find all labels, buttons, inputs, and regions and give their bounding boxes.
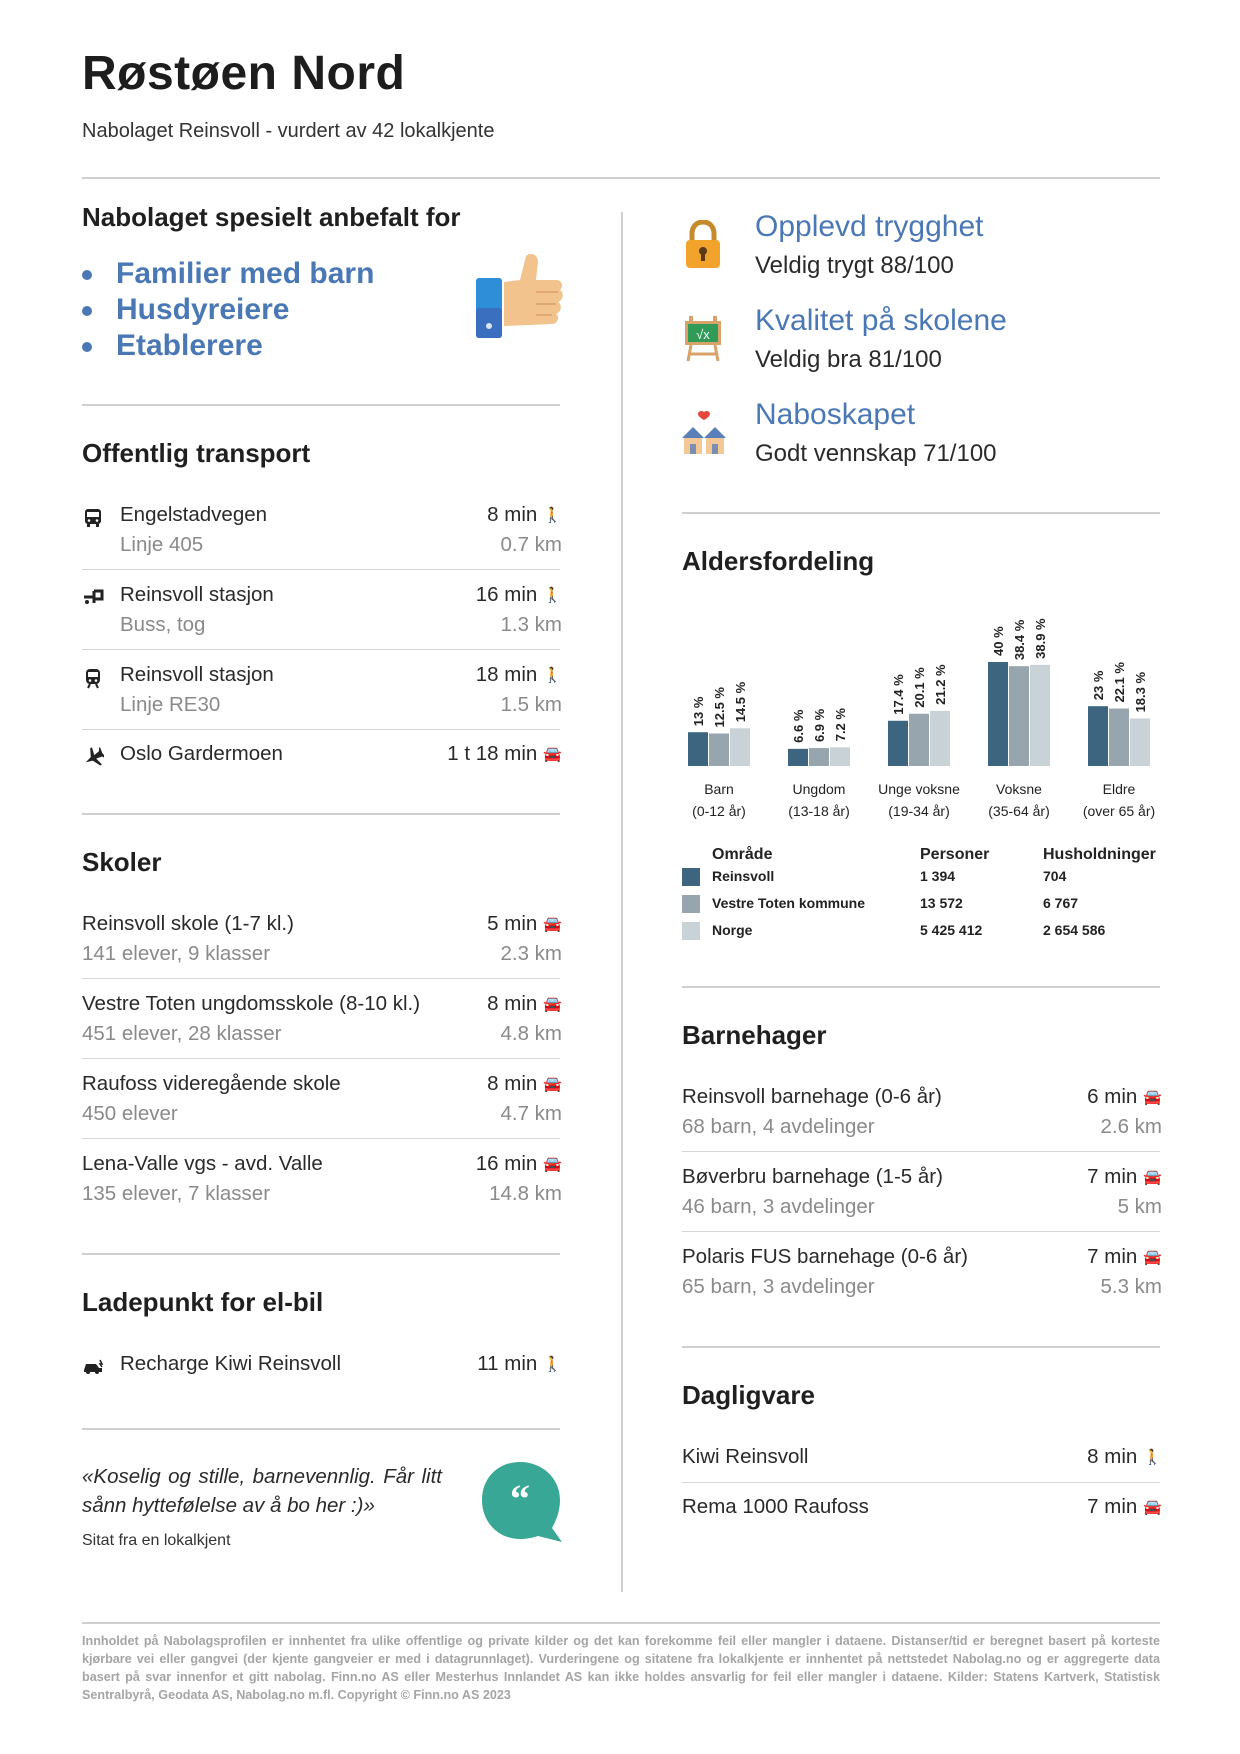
bar-unge-voksne-0 bbox=[888, 721, 908, 766]
recommended-item: Husdyreiere bbox=[82, 292, 374, 328]
divider bbox=[82, 813, 560, 815]
school-distance: 14.8 km bbox=[489, 1182, 562, 1205]
kindergarten-name: Reinsvoll barnehage (0-6 år) bbox=[682, 1085, 942, 1108]
row-divider bbox=[682, 1151, 1160, 1152]
legend-area: Norge bbox=[712, 922, 753, 938]
thumbs-up-icon bbox=[474, 252, 564, 342]
school-distance: 4.8 km bbox=[500, 1022, 562, 1045]
kindergarten-sub: 46 barn, 3 avdelinger bbox=[682, 1195, 875, 1218]
legend-households: 2 654 586 bbox=[1043, 922, 1106, 938]
divider bbox=[682, 1346, 1160, 1348]
bar-value-label: 18.3 % bbox=[1133, 671, 1148, 713]
page-title: Røstøen Nord bbox=[82, 47, 406, 100]
bar-eldre-2 bbox=[1130, 718, 1150, 766]
school-item[interactable] bbox=[82, 912, 562, 992]
bar-unge-voksne-1 bbox=[909, 714, 929, 766]
divider bbox=[82, 404, 560, 406]
walk-icon: 🚶 bbox=[543, 587, 562, 604]
kindergarten-distance: 5.3 km bbox=[1100, 1275, 1162, 1298]
row-divider bbox=[82, 649, 560, 650]
school-time: 8 min 🚘 bbox=[487, 1072, 562, 1095]
bar-value-label: 20.1 % bbox=[912, 667, 927, 708]
bar-value-label: 22.1 % bbox=[1112, 662, 1127, 703]
schools-heading: Skoler bbox=[82, 847, 162, 877]
divider bbox=[682, 512, 1160, 514]
bar-value-label: 6.6 % bbox=[791, 709, 806, 743]
bar-barn-1 bbox=[709, 734, 729, 767]
bar-value-label: 6.9 % bbox=[812, 708, 827, 743]
school-distance: 4.7 km bbox=[500, 1102, 562, 1125]
car-icon: 🚘 bbox=[543, 916, 562, 933]
bar-ungdom-0 bbox=[788, 749, 808, 766]
rating-title: Naboskapet bbox=[755, 398, 916, 431]
kindergarten-distance: 2.6 km bbox=[1100, 1115, 1162, 1138]
bar-value-label: 13 % bbox=[691, 696, 706, 727]
school-item[interactable] bbox=[82, 1072, 562, 1152]
car-icon: 🚘 bbox=[1143, 1169, 1162, 1186]
transport-time: 1 t 18 min 🚘 bbox=[447, 742, 562, 765]
school-distance: 2.3 km bbox=[500, 942, 562, 965]
row-divider bbox=[82, 729, 560, 730]
svg-text:√x: √x bbox=[696, 327, 710, 342]
bar-voksne-1 bbox=[1009, 666, 1029, 766]
kindergarten-time: 7 min 🚘 bbox=[1087, 1165, 1162, 1188]
row-divider bbox=[682, 1482, 1160, 1483]
kindergarten-item[interactable] bbox=[682, 1165, 1162, 1245]
legend-header-persons: Personer bbox=[920, 846, 990, 863]
transport-sub: Buss, tog bbox=[120, 613, 206, 636]
rating-value: Godt vennskap 71/100 bbox=[755, 440, 997, 467]
groceries-heading: Dagligvare bbox=[682, 1380, 815, 1410]
legend-header-area: Område bbox=[712, 846, 773, 863]
walk-icon: 🚶 bbox=[543, 1356, 562, 1373]
transport-time: 18 min 🚶 bbox=[475, 663, 562, 686]
transport-distance: 1.5 km bbox=[500, 693, 562, 716]
kindergarten-item[interactable] bbox=[682, 1085, 1162, 1165]
padlock-icon bbox=[683, 220, 723, 270]
airplane-icon bbox=[82, 746, 104, 768]
legend-area: Vestre Toten kommune bbox=[712, 895, 866, 911]
train-icon bbox=[82, 667, 104, 689]
recommended-item: Familier med barn bbox=[82, 256, 374, 292]
rating-title: Kvalitet på skolene bbox=[755, 304, 1007, 337]
bar-value-label: 17.4 % bbox=[891, 674, 906, 715]
school-time: 8 min 🚘 bbox=[487, 992, 562, 1015]
bar-voksne-0 bbox=[988, 662, 1008, 766]
school-sub: 135 elever, 7 klasser bbox=[82, 1182, 271, 1205]
page-subtitle: Nabolaget Reinsvoll - vurdert av 42 lokalkjente bbox=[82, 120, 495, 142]
row-divider bbox=[82, 978, 560, 979]
category-label: Barn bbox=[704, 781, 734, 797]
legend-swatch bbox=[682, 868, 700, 886]
transport-time: 16 min 🚶 bbox=[475, 583, 562, 606]
legend-swatch bbox=[682, 895, 700, 913]
houses-heart-icon bbox=[680, 410, 728, 456]
charging-time: 11 min 🚶 bbox=[477, 1352, 562, 1375]
transport-distance: 1.3 km bbox=[500, 613, 562, 636]
car-icon: 🚘 bbox=[1143, 1089, 1162, 1106]
bar-unge-voksne-2 bbox=[930, 711, 950, 766]
transport-item[interactable] bbox=[82, 503, 562, 583]
grocery-item[interactable] bbox=[682, 1445, 1162, 1485]
age-distribution-chart bbox=[682, 590, 1162, 830]
car-icon: 🚘 bbox=[1143, 1249, 1162, 1266]
grocery-name: Kiwi Reinsvoll bbox=[682, 1445, 809, 1468]
transport-item[interactable] bbox=[82, 663, 562, 743]
school-item[interactable] bbox=[82, 1152, 562, 1232]
legend-swatch bbox=[682, 922, 700, 940]
bar-value-label: 38.4 % bbox=[1012, 619, 1027, 661]
transport-name: Reinsvoll stasjon bbox=[120, 663, 274, 686]
kindergarten-sub: 65 barn, 3 avdelinger bbox=[682, 1275, 875, 1298]
blackboard-icon bbox=[683, 316, 723, 362]
row-divider bbox=[82, 1058, 560, 1059]
category-sublabel: (13-18 år) bbox=[788, 803, 850, 819]
age-heading: Aldersfordeling bbox=[682, 546, 875, 576]
kindergartens-heading: Barnehager bbox=[682, 1020, 827, 1050]
school-name: Lena-Valle vgs - avd. Valle bbox=[82, 1152, 323, 1175]
row-divider bbox=[682, 1231, 1160, 1232]
car-icon: 🚘 bbox=[543, 746, 562, 763]
legend-persons: 5 425 412 bbox=[920, 922, 983, 938]
bar-value-label: 38.9 % bbox=[1033, 618, 1048, 659]
rating-value: Veldig trygt 88/100 bbox=[755, 252, 954, 279]
category-label: Voksne bbox=[996, 781, 1042, 797]
school-name: Vestre Toten ungdomsskole (8-10 kl.) bbox=[82, 992, 421, 1015]
category-label: Eldre bbox=[1102, 781, 1136, 797]
transport-sub: Linje 405 bbox=[120, 533, 204, 556]
charging-item[interactable] bbox=[82, 1352, 562, 1392]
transport-name: Engelstadvegen bbox=[120, 503, 268, 526]
footer-disclaimer: Innholdet på Nabolagsprofilen er innhentet fra ulike offentlige og private kilder og det kan forekomme feil eller mangler i dataene. Distanser/tid er beregnet basert på korteste kjørbare vei eller gangvei (der kjente gangveier er med i datagrunnlaget). Vurderingene og sitatene fra lokalkjente er innhentet på nettstedet Nabolag.no og er aggregerte data basert på svar innenfor et gitt nabolag. Finn.no AS eller Mesterhus Innlandet AS kan ikke holdes ansvarlig for feil eller mangler i dataene. Kilder: Statens Kartverk, Statistisk Sentralbyrå, Geodata AS, Nabolag.no m.fl. Copyright © Finn.no AS 2023 bbox=[82, 1634, 1160, 1702]
bar-barn-0 bbox=[688, 732, 708, 766]
school-item[interactable] bbox=[82, 992, 562, 1072]
category-sublabel: (19-34 år) bbox=[888, 803, 950, 819]
category-sublabel: (0-12 år) bbox=[692, 803, 746, 819]
quote-text: «Koselig og stille, barnevennlig. Får litt sånn hyttefølelse av å bo her :)» bbox=[82, 1465, 442, 1517]
bar-ungdom-2 bbox=[830, 747, 850, 766]
school-name: Raufoss videregående skole bbox=[82, 1072, 341, 1095]
car-icon: 🚘 bbox=[543, 1076, 562, 1093]
walk-icon: 🚶 bbox=[543, 507, 562, 524]
category-label: Unge voksne bbox=[878, 781, 960, 797]
kindergarten-name: Polaris FUS barnehage (0-6 år) bbox=[682, 1245, 968, 1268]
school-time: 5 min 🚘 bbox=[487, 912, 562, 935]
legend-persons: 13 572 bbox=[920, 895, 963, 911]
bar-ungdom-1 bbox=[809, 748, 829, 766]
bar-value-label: 23 % bbox=[1091, 670, 1106, 701]
kindergarten-item[interactable] bbox=[682, 1245, 1162, 1325]
quote-bubble-icon bbox=[480, 1460, 564, 1544]
category-label: Ungdom bbox=[792, 781, 846, 797]
recommended-list bbox=[82, 256, 374, 364]
rating-value: Veldig bra 81/100 bbox=[755, 346, 942, 373]
legend-households: 6 767 bbox=[1043, 895, 1079, 911]
bar-value-label: 7.2 % bbox=[833, 708, 848, 742]
quote-source: Sitat fra en lokalkjent bbox=[82, 1532, 231, 1549]
recommended-item: Etablerere bbox=[82, 328, 374, 364]
bar-value-label: 14.5 % bbox=[733, 681, 748, 723]
kindergarten-sub: 68 barn, 4 avdelinger bbox=[682, 1115, 875, 1138]
kindergarten-distance: 5 km bbox=[1117, 1195, 1162, 1218]
transport-time: 8 min 🚶 bbox=[487, 503, 562, 526]
divider bbox=[82, 1428, 560, 1430]
row-divider bbox=[82, 1138, 560, 1139]
bar-value-label: 21.2 % bbox=[933, 664, 948, 705]
bus-icon bbox=[82, 507, 104, 529]
footer-divider bbox=[82, 1622, 1160, 1624]
transport-name: Reinsvoll stasjon bbox=[120, 583, 274, 606]
grocery-time: 8 min 🚶 bbox=[1087, 1445, 1162, 1468]
bar-voksne-2 bbox=[1030, 665, 1050, 766]
bar-value-label: 12.5 % bbox=[712, 687, 727, 728]
transport-distance: 0.7 km bbox=[500, 533, 562, 556]
category-sublabel: (over 65 år) bbox=[1082, 803, 1156, 819]
header-divider bbox=[82, 177, 1160, 179]
transport-item[interactable] bbox=[82, 742, 562, 782]
charging-heading: Ladepunkt for el-bil bbox=[82, 1287, 324, 1317]
row-divider bbox=[82, 569, 560, 570]
transport-item[interactable] bbox=[82, 583, 562, 663]
divider bbox=[82, 1253, 560, 1255]
transport-sub: Linje RE30 bbox=[120, 693, 221, 716]
car-icon: 🚘 bbox=[1143, 1499, 1162, 1516]
charging-name: Recharge Kiwi Reinsvoll bbox=[120, 1352, 342, 1375]
school-name: Reinsvoll skole (1-7 kl.) bbox=[82, 912, 294, 935]
transport-name: Oslo Gardermoen bbox=[120, 742, 283, 765]
bar-barn-2 bbox=[730, 728, 750, 766]
school-sub: 450 elever bbox=[82, 1102, 178, 1125]
bus-train-icon bbox=[82, 587, 104, 609]
legend-header-households: Husholdninger bbox=[1043, 846, 1156, 863]
legend-households: 704 bbox=[1043, 868, 1067, 884]
grocery-name: Rema 1000 Raufoss bbox=[682, 1495, 869, 1518]
divider bbox=[682, 986, 1160, 988]
column-divider bbox=[621, 212, 623, 1592]
grocery-item[interactable] bbox=[682, 1495, 1162, 1535]
category-sublabel: (35-64 år) bbox=[988, 803, 1050, 819]
walk-icon: 🚶 bbox=[1143, 1449, 1162, 1466]
recommended-heading: Nabolaget spesielt anbefalt for bbox=[82, 202, 461, 232]
car-icon: 🚘 bbox=[543, 1156, 562, 1173]
grocery-time: 7 min 🚘 bbox=[1087, 1495, 1162, 1518]
kindergarten-time: 7 min 🚘 bbox=[1087, 1245, 1162, 1268]
school-sub: 451 elever, 28 klasser bbox=[82, 1022, 282, 1045]
kindergarten-name: Bøverbru barnehage (1-5 år) bbox=[682, 1165, 943, 1188]
bar-value-label: 40 % bbox=[991, 626, 1006, 656]
school-time: 16 min 🚘 bbox=[475, 1152, 562, 1175]
car-icon: 🚘 bbox=[543, 996, 562, 1013]
ev-car-icon bbox=[82, 1356, 104, 1378]
school-sub: 141 elever, 9 klasser bbox=[82, 942, 271, 965]
kindergarten-time: 6 min 🚘 bbox=[1087, 1085, 1162, 1108]
bar-eldre-1 bbox=[1109, 709, 1129, 766]
legend-persons: 1 394 bbox=[920, 868, 956, 884]
legend-area: Reinsvoll bbox=[712, 868, 775, 884]
walk-icon: 🚶 bbox=[543, 667, 562, 684]
transport-heading: Offentlig transport bbox=[82, 438, 311, 468]
bar-eldre-0 bbox=[1088, 706, 1108, 766]
rating-title: Opplevd trygghet bbox=[755, 210, 984, 243]
svg-text:“: “ bbox=[510, 1476, 530, 1521]
